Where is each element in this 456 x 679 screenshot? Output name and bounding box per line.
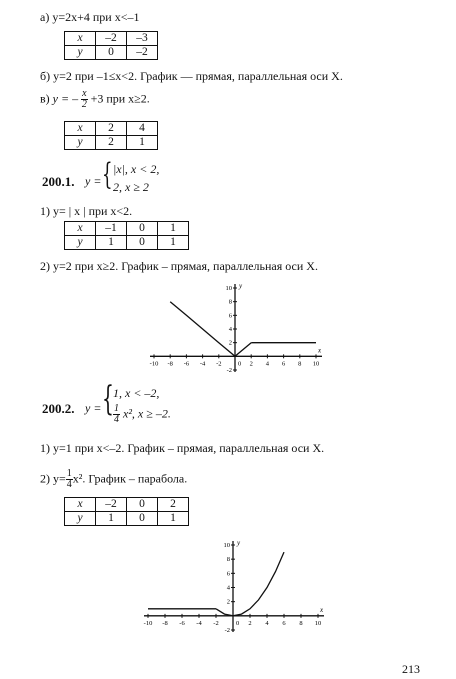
x-tick-label: -4 xyxy=(199,360,206,368)
case2-fraction xyxy=(113,404,120,425)
problem-200-1-number: 200.1. xyxy=(42,174,75,189)
table-200-1-label-y: y xyxy=(65,236,96,250)
x-tick-label: 0 xyxy=(236,619,240,627)
case2-rest: x², x ≥ –2. xyxy=(123,406,171,421)
table-200-2-label-x: x xyxy=(65,498,96,512)
y-tick-label: 6 xyxy=(226,570,230,578)
table-a-cell: –2 xyxy=(96,32,127,46)
table-v-cell: 1 xyxy=(127,136,158,150)
problem-200-2-case1: 1, x < –2, xyxy=(113,386,160,400)
y-axis-label: y xyxy=(237,539,241,547)
table-200-1-cell: 0 xyxy=(127,222,158,236)
table-200-1-label-x: x xyxy=(65,222,96,236)
part-b-text: б) y=2 при –1≤x<2. График — прямая, параллельная оси X. xyxy=(40,69,343,83)
y-tick-label: -2 xyxy=(226,367,232,374)
y-tick-label: 2 xyxy=(226,598,230,606)
problem-200-1-lhs: y = xyxy=(85,174,102,188)
y-axis-label: y xyxy=(239,282,243,290)
y-tick-label: 4 xyxy=(228,326,232,333)
part-v-prefix: в) xyxy=(40,91,50,106)
y-tick-label: 8 xyxy=(226,556,230,564)
value-table-200-1 xyxy=(64,221,189,250)
table-a-cell: 0 xyxy=(96,46,127,60)
y-tick-label: 10 xyxy=(225,285,232,292)
table-200-2-cell: 1 xyxy=(158,512,189,526)
x-tick-label: 0 xyxy=(238,360,242,368)
x-tick-label: 8 xyxy=(298,360,302,368)
x-tick-label: -10 xyxy=(143,619,153,627)
left-brace-icon: { xyxy=(102,157,113,192)
table-200-2-label-y: y xyxy=(65,512,96,526)
table-v-label-y: y xyxy=(65,136,96,150)
table-a-cell: –2 xyxy=(127,46,158,60)
table-v-label-x: x xyxy=(65,122,96,136)
item2-prefix: 2) y= xyxy=(40,471,66,486)
problem-200-2-item1: 1) y=1 при x<–2. График – прямая, параллельная оси X. xyxy=(40,441,325,455)
x-tick-label: 4 xyxy=(265,619,269,627)
x-tick-label: 2 xyxy=(249,360,253,368)
value-table-v xyxy=(64,121,158,150)
value-table-a xyxy=(64,31,158,60)
problem-200-2-lhs: y = xyxy=(85,401,102,415)
problem-200-1-case2: 2, x ≥ 2 xyxy=(113,180,149,194)
series-line-1 xyxy=(170,302,251,357)
x-tick-label: -4 xyxy=(196,619,202,627)
problem-200-1-item2: 2) y=2 при x≥2. График – прямая, параллельная оси X. xyxy=(40,259,318,273)
x-tick-label: -6 xyxy=(183,360,190,368)
x-tick-label: 4 xyxy=(265,360,270,368)
y-tick-label: 2 xyxy=(228,339,232,347)
problem-200-2-number: 200.2. xyxy=(42,401,75,416)
left-brace-icon: { xyxy=(102,379,114,419)
x-tick-label: 6 xyxy=(282,619,286,627)
table-v-cell: 2 xyxy=(96,122,127,136)
problem-200-2-item2 xyxy=(40,469,187,490)
x-tick-label: 10 xyxy=(312,360,320,368)
part-v-rhs: +3 при x≥2. xyxy=(90,91,150,106)
y-tick-label: -2 xyxy=(224,627,230,634)
problem-200-1-case1: |x|, x < 2, xyxy=(113,162,160,176)
x-tick-label: 10 xyxy=(314,619,322,627)
x-axis-label: x xyxy=(320,605,324,614)
item2-rest: x². График – парабола. xyxy=(72,471,188,486)
x-tick-label: 8 xyxy=(299,619,303,627)
item2-fraction xyxy=(66,469,73,490)
y-tick-label: 8 xyxy=(228,298,232,306)
x-tick-label: 2 xyxy=(248,619,252,627)
part-v-lhs: y = – xyxy=(52,91,79,106)
table-200-2-cell: 1 xyxy=(96,512,127,526)
table-200-1-cell: 0 xyxy=(127,236,158,250)
table-200-1-cell: –1 xyxy=(96,222,127,236)
x-tick-label: -2 xyxy=(216,360,222,368)
y-tick-label: 4 xyxy=(226,584,230,592)
x-axis-label: x xyxy=(318,346,322,355)
table-200-1-cell: 1 xyxy=(96,236,127,250)
part-v-formula xyxy=(40,89,150,110)
page-number: 213 xyxy=(402,662,420,676)
table-200-2-cell: 2 xyxy=(158,498,189,512)
table-v-cell: 4 xyxy=(127,122,158,136)
x-tick-label: -8 xyxy=(162,619,168,627)
x-tick-label: -8 xyxy=(167,360,173,368)
fraction-denominator: 4 xyxy=(114,414,119,425)
x-tick-label: -10 xyxy=(149,360,159,368)
table-200-2-cell: 0 xyxy=(127,512,158,526)
table-v-cell: 2 xyxy=(96,136,127,150)
table-200-1-cell: 1 xyxy=(158,236,189,250)
fraction-denominator: 4 xyxy=(66,479,72,490)
graph-200-2 xyxy=(136,535,332,641)
y-tick-label: 10 xyxy=(223,542,230,549)
value-table-200-2 xyxy=(64,497,189,526)
fraction-numerator: 1 xyxy=(114,403,119,414)
y-tick-label: 6 xyxy=(228,312,232,320)
table-a-label-x: x xyxy=(65,32,96,46)
table-a-cell: –3 xyxy=(127,32,158,46)
part-v-fraction xyxy=(81,89,87,110)
part-a-text: а) y=2x+4 при x<–1 xyxy=(40,10,140,24)
problem-200-2-case2 xyxy=(113,404,171,425)
table-200-2-cell: 0 xyxy=(127,498,158,512)
fraction-numerator: 1 xyxy=(66,468,72,479)
fraction-numerator: x xyxy=(82,88,87,99)
problem-200-1-item1: 1) y= | x | при x<2. xyxy=(40,204,133,218)
table-200-1-cell: 1 xyxy=(158,222,189,236)
graph-200-1 xyxy=(140,280,330,378)
x-tick-label: -2 xyxy=(213,619,219,627)
table-200-2-cell: –2 xyxy=(96,498,127,512)
x-tick-label: -6 xyxy=(179,619,185,627)
x-tick-label: 6 xyxy=(281,360,286,368)
fraction-denominator: 2 xyxy=(81,99,87,110)
table-a-label-y: y xyxy=(65,46,96,60)
